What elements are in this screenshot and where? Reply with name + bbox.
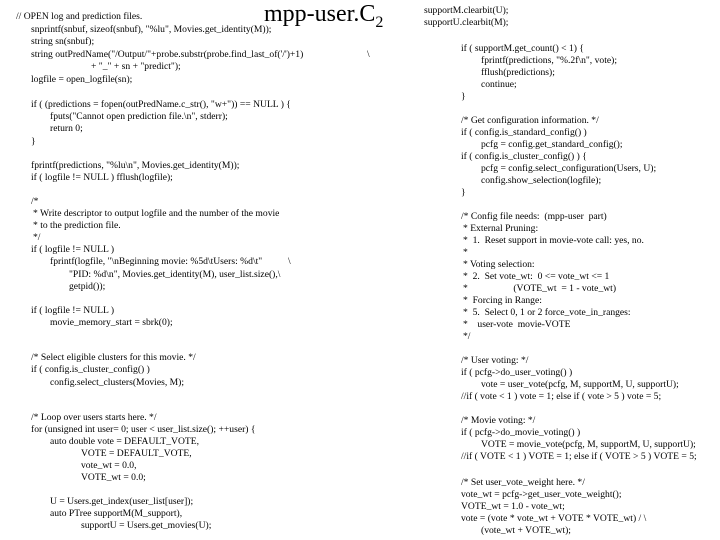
code-line: * user-vote movie-VOTE [463, 319, 571, 330]
code-line: auto PTree supportM(M_support), [50, 508, 183, 519]
code-line: * 1. Reset support in movie-vote call: yes, no. [463, 235, 644, 246]
code-line: if ( logfile != NULL ) [31, 305, 115, 316]
code-line: } [461, 91, 466, 102]
code-line: //if ( vote < 1 ) vote = 1; else if ( vote > 5 ) vote = 5; [461, 391, 662, 402]
code-line: getpid()); [69, 281, 106, 292]
code-line: config.show_selection(logfile); [481, 175, 602, 186]
code-line: /* User voting: */ [461, 355, 529, 366]
code-line: * Voting selection: [463, 259, 535, 270]
code-line: string sn(snbuf); [31, 36, 95, 47]
page-title [264, 1, 383, 36]
code-line: */ [463, 331, 471, 342]
code-line: //if ( VOTE < 1 ) VOTE = 1; else if ( VOTE > 5 ) VOTE = 5; [461, 451, 697, 462]
code-line: (vote_wt + VOTE_wt); [481, 525, 571, 536]
code-line: vote = user_vote(pcfg, M, supportM, U, supportU); [481, 379, 679, 390]
code-line: if ( pcfg->do_user_voting() ) [461, 367, 573, 378]
code-line: /* Select eligible clusters for this movie. */ [31, 352, 196, 363]
code-line: fputs("Cannot open prediction file.\n", stderr); [50, 111, 228, 122]
title-subscript: 2 [375, 13, 384, 31]
code-line: if ( (predictions = fopen(outPredName.c_str(), "w+")) == NULL ) { [31, 99, 291, 110]
code-line: logfile = open_logfile(sn); [31, 74, 133, 85]
code-line: /* Set user_vote_weight here. */ [461, 477, 585, 488]
code-line: "PID: %d\n", Movies.get_identity(M), user_list.size(),\ [69, 269, 281, 280]
code-line: supportM.clearbit(U); [424, 5, 509, 16]
code-line: } [31, 136, 36, 147]
code-line: \ [367, 49, 370, 60]
code-line: auto double vote = DEFAULT_VOTE, [50, 436, 200, 447]
code-line: /* Loop over users starts here. */ [31, 412, 157, 423]
code-line: vote = (vote * vote_wt + VOTE * VOTE_wt) / \ [461, 513, 647, 524]
code-line: /* Config file needs: (mpp-user part) [461, 211, 607, 222]
code-line: + "_" + sn + "predict"); [91, 61, 181, 72]
code-line: string outPredName("/Output/"+probe.substr(probe.find_last_of('/')+1) [31, 49, 304, 60]
code-line: snprintf(snbuf, sizeof(snbuf), "%lu", Movies.get_identity(M)); [31, 24, 272, 35]
title-text: mpp-user.C [264, 1, 376, 27]
code-line: fprintf(predictions, "%lu\n", Movies.get_identity(M)); [31, 160, 240, 171]
code-line: for (unsigned int user= 0; user < user_list.size(); ++user) { [31, 424, 256, 435]
code-line: U = Users.get_index(user_list[user]); [50, 496, 194, 507]
code-line: VOTE = movie_vote(pcfg, M, supportM, U, supportU); [481, 439, 696, 450]
code-line: if ( logfile != NULL ) [31, 244, 115, 255]
code-line: fflush(predictions); [481, 67, 555, 78]
code-line: * 5. Select 0, 1 or 2 force_vote_in_ranges: [463, 307, 631, 318]
code-line: * (VOTE_wt = 1 - vote_wt) [463, 283, 617, 294]
code-line: VOTE_wt = 0.0; [81, 472, 146, 483]
code-line: if ( supportM.get_count() < 1) { [461, 43, 584, 54]
code-line: */ [33, 232, 41, 243]
code-line: return 0; [50, 123, 83, 134]
code-line: continue; [481, 79, 517, 90]
code-line: vote_wt = pcfg->get_user_vote_weight(); [461, 489, 622, 500]
code-line: * Write descriptor to output logfile and the number of the movie [33, 208, 280, 219]
code-line: fprintf(predictions, "%.2f\n", vote); [481, 55, 617, 66]
code-line: movie_memory_start = sbrk(0); [50, 317, 173, 328]
code-line: pcfg = config.get_standard_config(); [481, 139, 623, 150]
code-line: VOTE = DEFAULT_VOTE, [81, 448, 192, 459]
code-line: if ( config.is_cluster_config() ) [31, 364, 150, 375]
code-line: if ( logfile != NULL ) fflush(logfile); [31, 172, 173, 183]
code-line: /* [31, 196, 39, 207]
code-line: supportU.clearbit(M); [424, 17, 509, 28]
code-line: } [461, 187, 466, 198]
code-line: * Forcing in Range: [463, 295, 542, 306]
code-line: if ( pcfg->do_movie_voting() ) [461, 427, 581, 438]
code-line: fprintf(logfile, "\nBeginning movie: %5d\tUsers: %d\t" [50, 256, 263, 267]
code-line: config.select_clusters(Movies, M); [50, 377, 185, 388]
code-line: * 2. Set vote_wt: 0 <= vote_wt <= 1 [463, 271, 610, 282]
code-line: if ( config.is_standard_config() ) [461, 127, 587, 138]
code-line: vote_wt = 0.0, [81, 460, 137, 471]
code-line: * [463, 247, 468, 258]
code-line: \ [288, 256, 291, 267]
code-line: pcfg = config.select_configuration(Users, U); [481, 163, 657, 174]
code-line: * to the prediction file. [33, 220, 121, 231]
code-line: VOTE_wt = 1.0 - vote_wt; [461, 501, 565, 512]
code-line: * External Pruning: [463, 223, 539, 234]
code-line: /* Get configuration information. */ [461, 115, 599, 126]
code-line: /* Movie voting: */ [461, 415, 536, 426]
code-line: supportU = Users.get_movies(U); [81, 520, 212, 531]
code-line: // OPEN log and prediction files. [16, 11, 143, 22]
code-line: if ( config.is_cluster_config() ) { [461, 151, 587, 162]
